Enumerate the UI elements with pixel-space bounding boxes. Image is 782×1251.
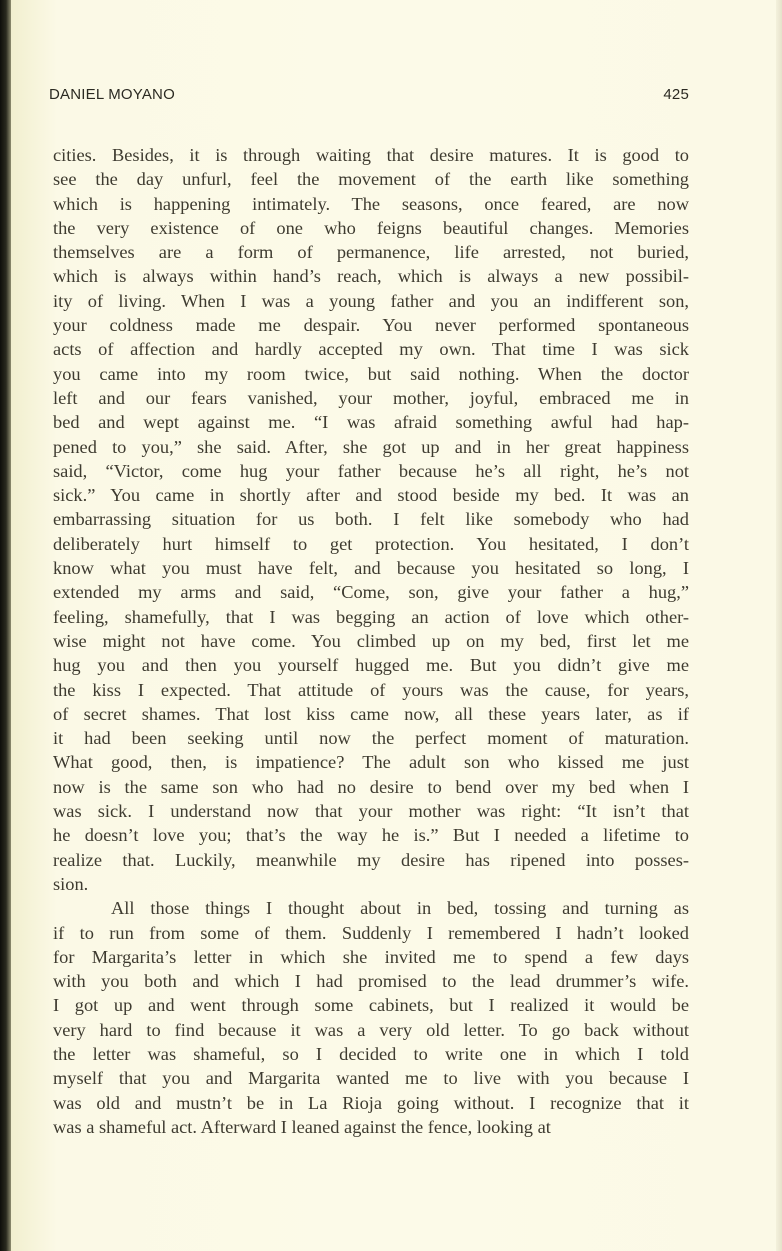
- text-line: you came into my room twice, but said nothing. When the doctor: [53, 363, 689, 384]
- text-line: sion.: [53, 873, 89, 894]
- text-line: myself that you and Margarita wanted me to live with you because I: [53, 1068, 689, 1089]
- page-edge: [776, 0, 782, 1251]
- page-number: 425: [663, 86, 689, 103]
- text-line: the letter was shameful, so I decided to write one in which I told: [53, 1043, 689, 1064]
- text-line: All those things I thought about in bed, tossing and turning as: [111, 898, 689, 919]
- text-line: was sick. I understand now that your mother was right: “It isn’t that: [53, 801, 689, 822]
- text-line: very hard to find because it was a very old letter. To go back without: [53, 1019, 689, 1040]
- text-line: which is happening intimately. The seasons, once feared, are now: [53, 193, 689, 214]
- text-line: it had been seeking until now the perfect moment of maturation.: [53, 728, 689, 749]
- text-line: was old and mustn’t be in La Rioja going without. I recognize that it: [53, 1092, 689, 1113]
- text-line: left and our fears vanished, your mother, joyful, embraced me in: [53, 387, 689, 408]
- text-line: bed and wept against me. “I was afraid something awful had hap-: [53, 412, 689, 433]
- text-line: wise might not have come. You climbed up on my bed, first let me: [53, 630, 689, 651]
- text-line: know what you must have felt, and because you hesitated so long, I: [53, 558, 689, 579]
- text-line: now is the same son who had no desire to bend over my bed when I: [53, 776, 689, 797]
- text-line: for Margarita’s letter in which she invited me to spend a few days: [53, 946, 689, 967]
- text-line: ity of living. When I was a young father and you an indifferent son,: [53, 290, 689, 311]
- text-line: he doesn’t love you; that’s the way he is.” But I needed a lifetime to: [53, 825, 689, 846]
- text-line: feeling, shamefully, that I was begging an action of love which other-: [53, 606, 689, 627]
- text-line: of secret shames. That lost kiss came now, all these years later, as if: [53, 703, 689, 724]
- text-line: your coldness made me despair. You never performed spontaneous: [53, 315, 689, 336]
- text-line: acts of affection and hardly accepted my own. That time I was sick: [53, 339, 689, 360]
- text-line: the very existence of one who feigns beautiful changes. Memories: [53, 217, 689, 238]
- author-name: DANIEL MOYANO: [49, 86, 175, 103]
- text-line: if to run from some of them. Suddenly I remembered I hadn’t looked: [53, 922, 689, 943]
- text-line: extended my arms and said, “Come, son, give your father a hug,”: [53, 582, 689, 603]
- book-spine-shadow: [0, 0, 11, 1251]
- text-line: said, “Victor, come hug your father because he’s all right, he’s not: [53, 460, 689, 481]
- text-line: I got up and went through some cabinets, but I realized it would be: [53, 995, 689, 1016]
- text-line: pened to you,” she said. After, she got up and in her great happiness: [53, 436, 689, 457]
- book-page: [11, 0, 776, 1251]
- text-line: with you both and which I had promised to the lead drummer’s wife.: [53, 971, 689, 992]
- text-line: realize that. Luckily, meanwhile my desire has ripened into posses-: [53, 849, 689, 870]
- text-line: hug you and then you yourself hugged me. But you didn’t give me: [53, 655, 689, 676]
- text-line: themselves are a form of permanence, life arrested, not buried,: [53, 242, 689, 263]
- text-line: cities. Besides, it is through waiting that desire matures. It is good to: [53, 145, 689, 165]
- text-line: see the day unfurl, feel the movement of the earth like something: [53, 169, 689, 190]
- text-line: deliberately hurt himself to get protection. You hesitated, I don’t: [53, 533, 689, 554]
- text-line: the kiss I expected. That attitude of yours was the cause, for years,: [53, 679, 689, 700]
- running-header: [49, 86, 689, 108]
- text-line: was a shameful act. Afterward I leaned against the fence, looking at: [53, 1116, 551, 1137]
- text-line: which is always within hand’s reach, which is always a new possibil-: [53, 266, 689, 287]
- text-line: What good, then, is impatience? The adult son who kissed me just: [53, 752, 689, 773]
- text-line: embarrassing situation for us both. I felt like somebody who had: [53, 509, 689, 530]
- text-line: sick.” You came in shortly after and stood beside my bed. It was an: [53, 485, 689, 506]
- body-text: [53, 143, 689, 1139]
